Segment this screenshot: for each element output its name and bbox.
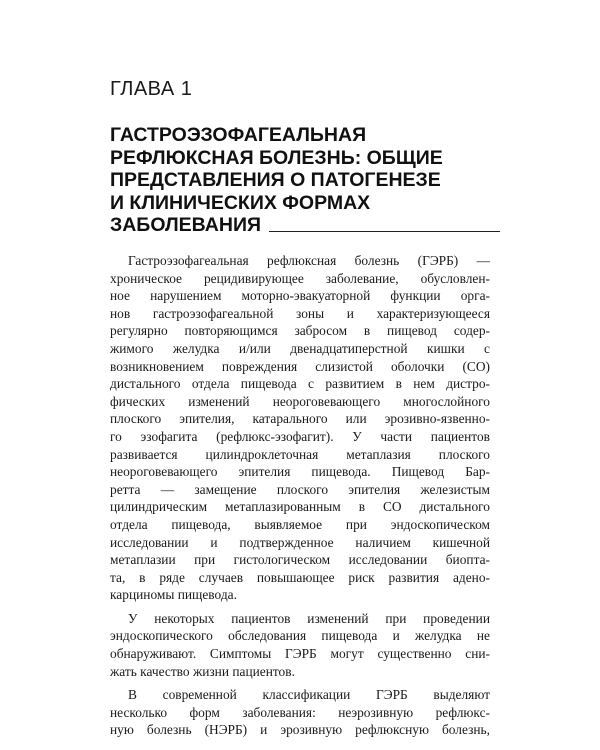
text-line: отдела пищевода, выявляемое при эндоскопическом: [110, 516, 490, 532]
chapter-title-line: ГАСТРОЭЗОФАГЕАЛЬНАЯ: [110, 124, 367, 146]
chapter-title: [110, 124, 500, 237]
chapter-title-line: ЗАБОЛЕВАНИЯ: [110, 214, 261, 236]
text-line: возникновением повреждения слизистой оболочки (СО): [110, 358, 490, 374]
text-line: ретта — замещение плоского эпителия железистым: [110, 481, 490, 497]
text-line: фических изменений неороговевающего многослойного: [110, 393, 490, 409]
text-line: У некоторых пациентов изменений при проведении: [128, 610, 490, 626]
text-line: жимого желудка и/или двенадцатиперстной кишки с: [110, 340, 490, 356]
text-line: развивается цилиндроклеточная метаплазия плоского: [110, 446, 490, 462]
body-text: [110, 252, 490, 745]
title-underline-rule: [269, 231, 500, 232]
text-line: ное нарушением моторно-эвакуаторной функции орга-: [110, 288, 490, 304]
chapter-title-line: ПРЕДСТАВЛЕНИЯ О ПАТОГЕНЕЗЕ: [110, 169, 441, 191]
paragraph: [110, 252, 490, 604]
chapter-title-last-line: [110, 214, 500, 237]
text-line: карциномы пищевода.: [110, 587, 237, 603]
text-line: несколько форм заболевания: неэрозивную рефлюкс-: [110, 704, 490, 720]
text-line: дистального отдела пищевода с развитием в нем дистро-: [110, 376, 490, 392]
text-line: Гастроэзофагеальная рефлюксная болезнь (ГЭРБ) —: [128, 253, 490, 268]
paragraph: [110, 686, 490, 739]
text-line: нов гастроэзофагеальной зоны и характеризующееся: [110, 305, 490, 321]
text-line: неороговевающего эпителия пищевода. Пищевод Бар-: [110, 464, 490, 480]
text-line: исследовании и подтвержденное наличием кишечной: [110, 534, 490, 550]
chapter-title-line: РЕФЛЮКСНАЯ БОЛЕЗНЬ: ОБЩИЕ: [110, 146, 443, 169]
text-line: плоского эпителия, катарального или эрозивно-язвенно-: [110, 411, 490, 427]
text-line: та, в ряде случаев повышающее риск развития адено-: [110, 569, 490, 585]
chapter-title-line: И КЛИНИЧЕСКИХ ФОРМАХ: [110, 191, 371, 214]
text-line: хроническое рецидивирующее заболевание, обусловлен-: [110, 270, 490, 286]
text-line: метаплазии при гистологическом исследовании биопта-: [110, 552, 490, 568]
text-line: эндоскопического обследования пищевода и желудка не: [110, 628, 490, 644]
text-line: цилиндрическим метаплазированным в СО дистального: [110, 499, 490, 515]
text-line: обнаруживают. Симптомы ГЭРБ могут существенно сни-: [110, 646, 490, 662]
text-line: го эзофагита (рефлюкс-эзофагит). У части пациентов: [110, 428, 490, 444]
paragraph: [110, 610, 490, 680]
chapter-label: ГЛАВА 1: [110, 78, 193, 100]
text-line: В современной классификации ГЭРБ выделяют: [128, 687, 490, 703]
text-line: ную болезнь (НЭРБ) и эрозивную рефлюксную болезнь,: [110, 722, 490, 738]
text-line: регулярно повторяющимся забросом в пищевод содер-: [110, 323, 490, 339]
text-line: жать качество жизни пациентов.: [110, 663, 295, 679]
